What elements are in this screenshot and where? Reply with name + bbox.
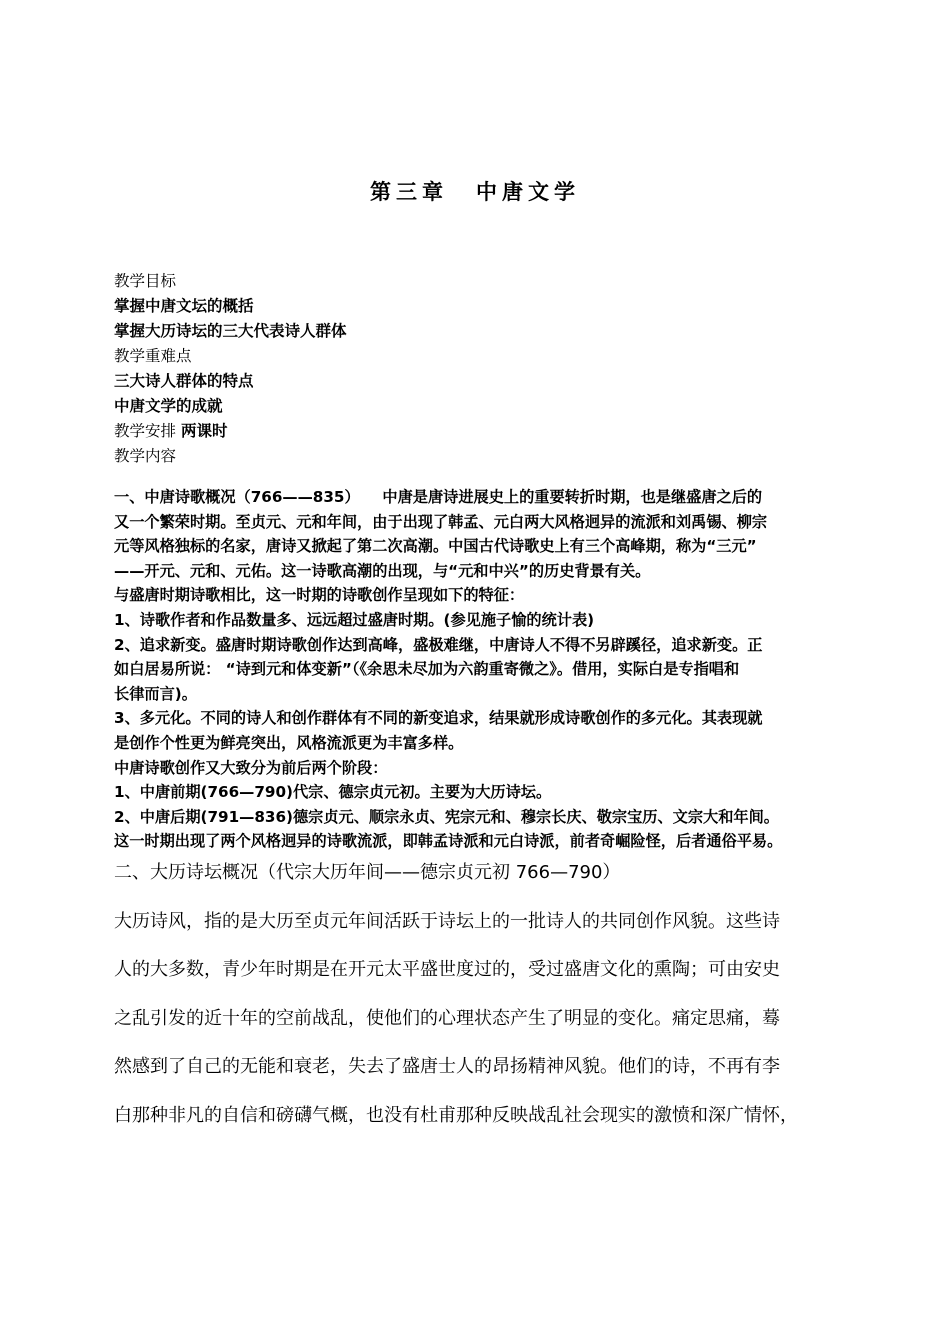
- paragraph-line: 如白居易所说： “诗到元和体变新”（《余思未尽加为六韵重寄微之》。借用，实际白是专指唱和: [114, 660, 740, 679]
- schedule-line: [114, 419, 844, 444]
- document-body: [114, 269, 844, 1140]
- section-1-paragraph: [114, 485, 844, 854]
- paragraph-line: 1、诗歌作者和作品数量多、远远超过盛唐时期。(参见施子愉的统计表): [114, 610, 595, 629]
- paragraph-line: 又一个繁荣时期。至贞元、元和年间，由于出现了韩孟、元白两大风格迥异的流派和刘禹锡、柳宗: [114, 512, 768, 531]
- paragraph-line: 一、中唐诗歌概况（766——835） 中唐是唐诗进展史上的重要转折时期，也是继盛唐之后的: [114, 488, 763, 506]
- objectives-label: 教学目标: [114, 272, 177, 290]
- paragraph-line: 3、多元化。不同的诗人和创作群体有不同的新变追求，结果就形成诗歌创作的多元化。其表现就: [114, 709, 763, 728]
- key-points-label: 教学重难点: [114, 347, 192, 365]
- schedule-value: 两课时: [180, 422, 228, 440]
- schedule-label: 教学安排: [114, 422, 177, 440]
- content-label: 教学内容: [114, 447, 177, 465]
- paragraph-line: 1、中唐前期(766—790)代宗、德宗贞元初。主要为大历诗坛。: [114, 783, 552, 802]
- paragraph-line: 大历诗风，指的是大历至贞元年间活跃于诗坛上的一批诗人的共同创作风貌。这些诗: [114, 910, 780, 932]
- chapter-name: 中唐文学: [476, 179, 580, 204]
- chapter-title: [0, 176, 950, 206]
- objective-item: 掌握中唐文坛的概括: [114, 297, 254, 315]
- paragraph-line: 是创作个性更为鲜亮突出，风格流派更为丰富多样。: [114, 733, 464, 752]
- paragraph-line: 元等风格独标的名家，唐诗又掀起了第二次高潮。中国古代诗歌史上有三个高峰期，称为“三元”: [114, 537, 757, 556]
- key-point-item: 中唐文学的成就: [114, 397, 223, 415]
- paragraph-line: 长律而言)。: [114, 684, 197, 703]
- paragraph-line: 与盛唐时期诗歌相比，这一时期的诗歌创作呈现如下的特征：: [114, 586, 525, 605]
- paragraph-line: 白那种非凡的自信和磅礴气概，也没有杜甫那种反映战乱社会现实的激愤和深广情怀，: [114, 1104, 798, 1126]
- objective-item: 掌握大历诗坛的三大代表诗人群体: [114, 322, 347, 340]
- key-point-item: 三大诗人群体的特点: [114, 372, 254, 390]
- paragraph-line: 2、追求新变。盛唐时期诗歌创作达到高峰，盛极难继，中唐诗人不得不另辟蹊径，追求新变。正: [114, 635, 763, 654]
- paragraph-line: 2、中唐后期(791—836)德宗贞元、顺宗永贞、宪宗元和、穆宗长庆、敬宗宝历、文宗大和年间。: [114, 807, 779, 826]
- paragraph-line: 然感到了自己的无能和衰老，失去了盛唐士人的昂扬精神风貌。他们的诗，不再有李: [114, 1056, 780, 1078]
- paragraph-line: 人的大多数，青少年时期是在开元太平盛世度过的，受过盛唐文化的熏陶；可由安史: [114, 959, 780, 981]
- paragraph-line: 之乱引发的近十年的空前战乱，使他们的心理状态产生了明显的变化。痛定思痛，蓦: [114, 1007, 780, 1029]
- paragraph-line: 这一时期出现了两个风格迥异的诗歌流派，即韩孟诗派和元白诗派，前者奇崛险怪，后者通俗平易。: [114, 832, 783, 851]
- section-2-heading: 二、大历诗坛概况（代宗大历年间——德宗贞元初 766—790）: [114, 861, 621, 883]
- section-2-paragraph: [114, 898, 844, 1141]
- paragraph-line: ——开元、元和、元佑。这一诗歌高潮的出现，与“元和中兴”的历史背景有关。: [114, 561, 651, 580]
- chapter-number: 第三章: [370, 179, 448, 204]
- paragraph-line: 中唐诗歌创作又大致分为前后两个阶段：: [114, 758, 388, 777]
